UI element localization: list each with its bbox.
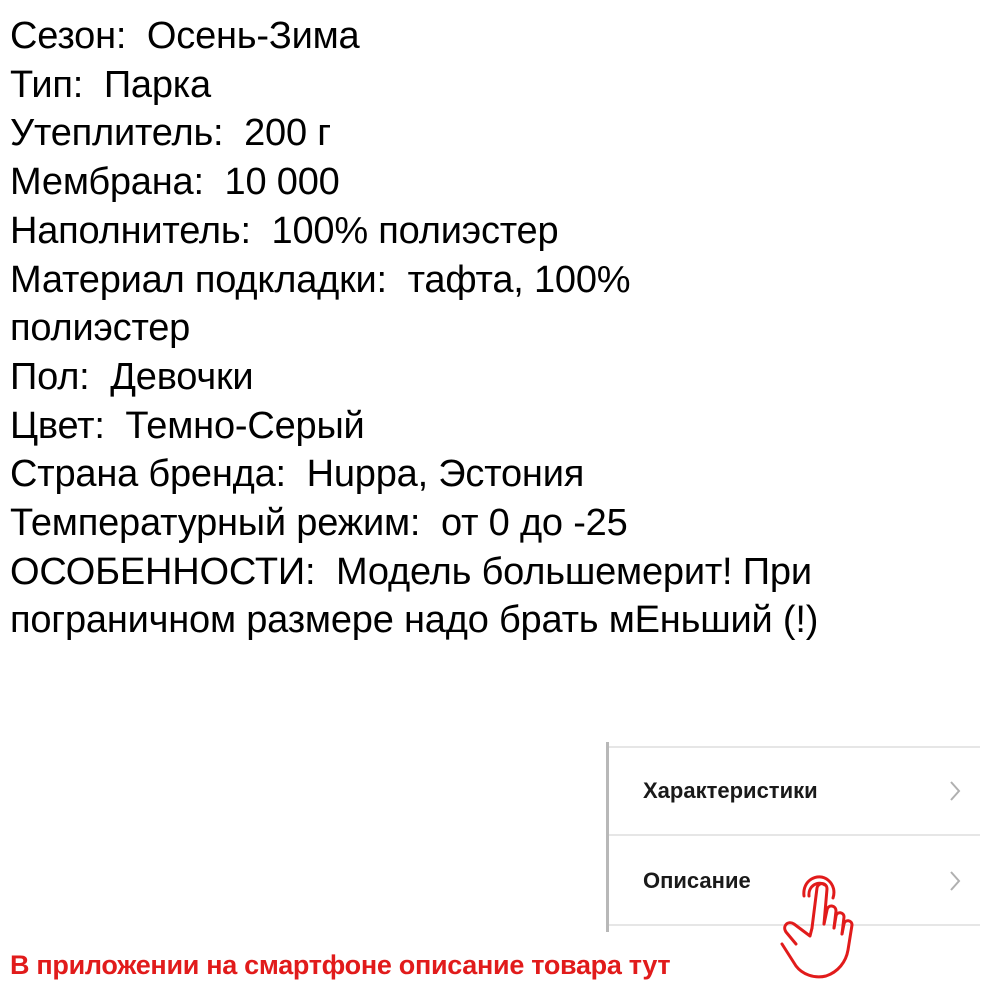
product-specs [10,12,970,645]
spec-temperature: Температурный режим: от 0 до -25 [10,502,628,545]
menu-item-characteristics[interactable] [609,748,980,836]
spec-lining: Материал подкладки: тафта, 100% полиэстер [10,258,641,350]
hand-pointer-icon [772,866,862,986]
spec-features: ОСОБЕННОСТИ: Модель большемерит! При пограничном размере надо брать мЕньший (!) [10,550,823,642]
spec-membrane: Мембрана: 10 000 [10,161,340,204]
chevron-right-icon [948,869,962,893]
spec-insulation: Утеплитель: 200 г [10,112,331,155]
spec-gender: Пол: Девочки [10,355,254,398]
chevron-right-icon [948,779,962,803]
spec-season: Сезон: Осень-Зима [10,15,360,57]
menu-item-label: Характеристики [643,778,818,803]
spec-filler: Наполнитель: 100% полиэстер [10,209,559,252]
app-hint-caption: В приложении на смартфоне описание товара тут [10,950,671,980]
menu-item-label: Описание [643,868,751,893]
menu-divider [609,834,980,836]
spec-color: Цвет: Темно-Серый [10,404,365,447]
spec-type: Тип: Парка [10,63,211,106]
spec-brand-country: Страна бренда: Huppa, Эстония [10,453,585,496]
